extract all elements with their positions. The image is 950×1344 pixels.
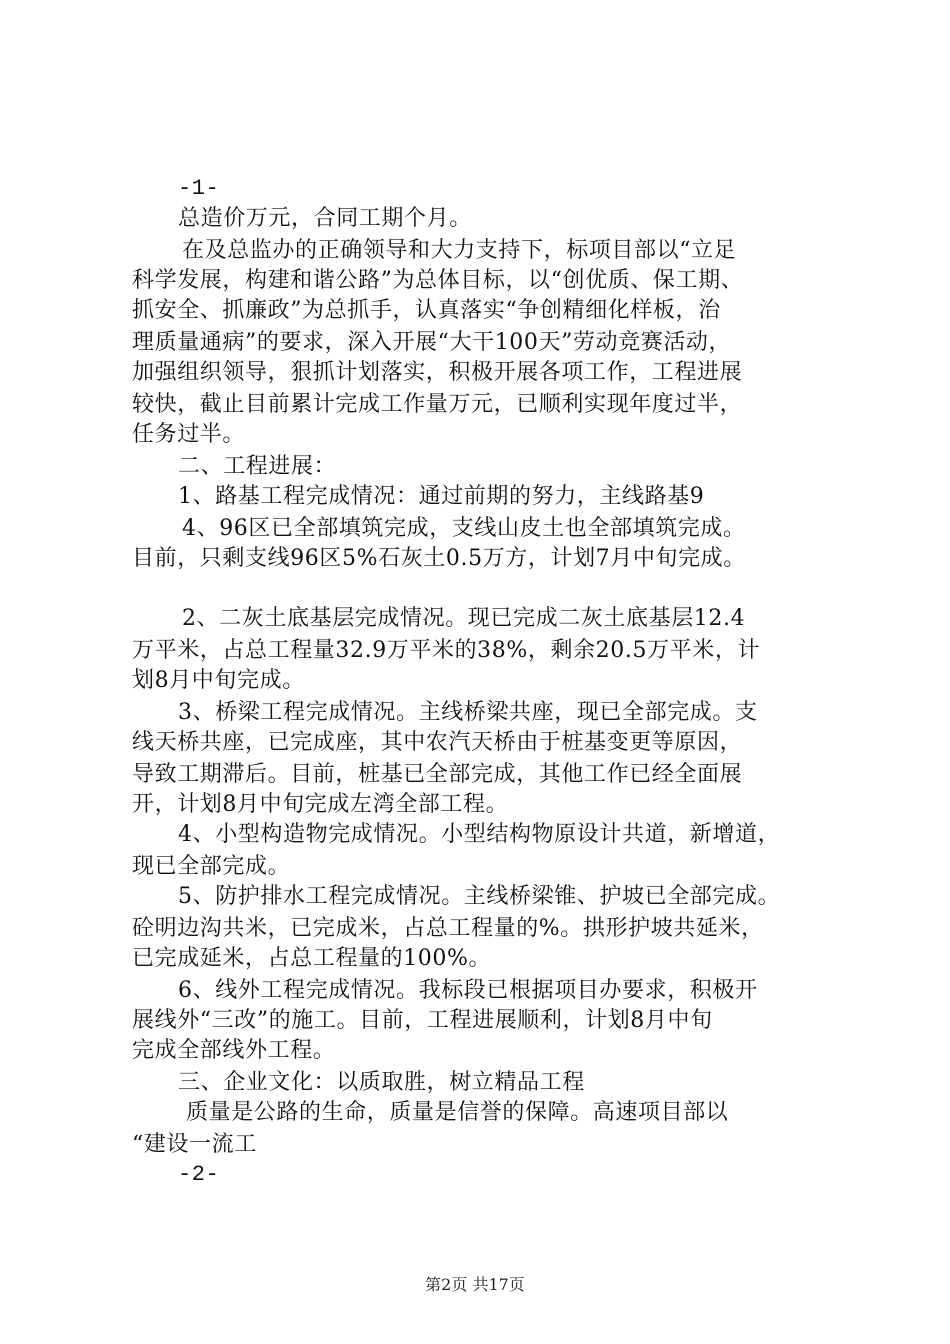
text-line: 导致工期滞后。目前，桩基已全部完成，其他工作已经全面展	[132, 762, 743, 787]
text-line: “建设一流工	[132, 1132, 257, 1157]
text-line: 任务过半。	[132, 422, 246, 447]
text-line: 1、路基工程完成情况：通过前期的努力，主线路基9	[178, 484, 705, 509]
text-line: 目前，只剩支线96区5%石灰土0.5万方，计划7月中旬完成。	[132, 546, 746, 571]
text-line: 加强组织领导，狠抓计划落实，积极开展各项工作，工程进展	[132, 360, 743, 385]
text-line: 5、防护排水工程完成情况。主线桥梁锥、护坡已全部完成。	[178, 884, 781, 909]
text-line: 万平米，占总工程量32.9万平米的38%，剩余20.5万平米，计	[132, 638, 761, 663]
text-line: 现已全部完成。	[132, 854, 291, 879]
text-line: 6、线外工程完成情况。我标段已根据项目办要求，积极开	[178, 978, 758, 1003]
text-line: 砼明边沟共米，已完成米，占总工程量的%。拱形护坡共延米，	[132, 916, 764, 941]
text-line: 3、桥梁工程完成情况。主线桥梁共座，现已全部完成。支	[178, 700, 758, 725]
section-heading: 三、企业文化：以质取胜，树立精品工程	[178, 1070, 585, 1095]
section-heading: 二、工程进展：	[178, 454, 337, 479]
page-marker-top: -1-	[178, 176, 220, 201]
text-line: 抓安全、抓廉政”为总抓手，认真落实“争创精细化样板，治	[132, 298, 721, 323]
text-line: 质量是公路的生命，质量是信誉的保障。高速项目部以	[186, 1100, 729, 1125]
text-line: 4、96区已全部填筑完成，支线山皮土也全部填筑完成。	[182, 516, 746, 541]
text-line: 开，计划8月中旬完成左湾全部工程。	[132, 792, 509, 817]
text-line: 较快，截止目前累计完成工作量万元，已顺利实现年度过半，	[132, 392, 743, 417]
text-line: 划8月中旬完成。	[132, 668, 305, 693]
text-line: 线天桥共座，已完成座，其中农汽天桥由于桩基变更等原因，	[132, 730, 743, 755]
page-footer: 第2页 共17页	[425, 1275, 525, 1294]
text-line: 2、二灰土底基层完成情况。现已完成二灰土底基层12.4	[182, 606, 746, 631]
text-line: 科学发展，构建和谐公路”为总体目标，以“创优质、保工期、	[132, 268, 744, 293]
text-line: 理质量通病”的要求，深入开展“大干100天”劳动竞赛活动，	[132, 330, 732, 355]
text-line: 总造价万元，合同工期个月。	[178, 206, 472, 231]
page-marker-bottom: -2-	[178, 1162, 220, 1187]
text-line: 4、小型构造物完成情况。小型结构物原设计共道，新增道，	[178, 822, 781, 847]
text-line: 完成全部线外工程。	[132, 1038, 336, 1063]
text-line: 在及总监办的正确领导和大力支持下，标项目部以“立足	[182, 238, 737, 263]
text-line: 展线外“三改”的施工。目前，工程进展顺利，计划8月中旬	[132, 1008, 713, 1033]
text-line: 已完成延米，占总工程量的100%。	[132, 946, 492, 971]
